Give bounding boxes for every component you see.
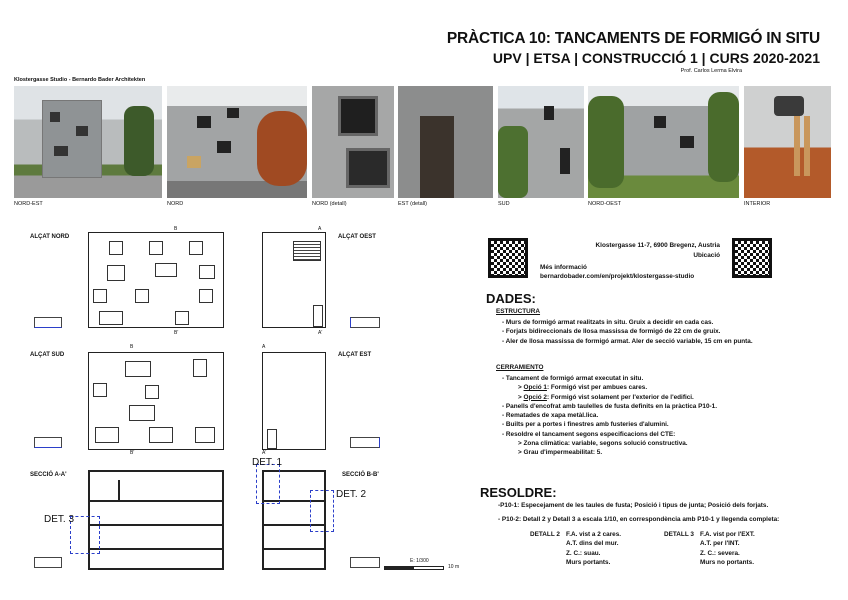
det1-box (256, 464, 280, 504)
scale-tag-oest (350, 317, 380, 328)
mark-b-top: B (174, 226, 178, 232)
cerramiento-item: - Tancament de formigó armat executat in situ. (502, 375, 644, 382)
caption-nord-detall: NORD (detall) (312, 201, 347, 207)
scale-tag-seccio-aa (34, 557, 62, 568)
detall3-item: Murs no portants. (700, 558, 754, 566)
drawing-alcat-oest (262, 232, 326, 328)
page-title: PRÀCTICA 10: TANCAMENTS DE FORMIGÓ IN SITU (446, 30, 820, 47)
label-seccio-bb: SECCIÓ B-B' (342, 472, 379, 478)
cerramiento-subitem: > Zona climàtica: variable, segons solució constructiva. (518, 439, 688, 447)
caption-nord-est: NORD-EST (14, 201, 43, 207)
cerramiento-subitem: > Grau d'impermeabilitat: 5. (518, 449, 603, 457)
detall2-list (566, 530, 621, 567)
mark-b-sud-top: B (130, 344, 134, 350)
mark-b-bottom: B' (174, 330, 179, 336)
det2-box (310, 490, 334, 532)
estructura-list (502, 318, 822, 346)
det3-box (70, 516, 100, 554)
opcio-1: > Opció 1: Formigó vist per ambues cares. (518, 384, 648, 392)
photo-est-detall (398, 86, 493, 198)
scale-label: E: 1/300 (410, 558, 429, 564)
detall2-item: Murs portants. (566, 558, 611, 566)
label-alcat-nord: ALÇAT NORD (30, 234, 70, 240)
more-info-label: Més informació (540, 264, 587, 271)
mark-a-est-bottom: A' (262, 450, 267, 456)
mark-b-sud-bottom: B' (130, 450, 135, 456)
mark-a-top: A (318, 226, 322, 232)
photo-interior (744, 86, 831, 198)
qr-more-info[interactable] (488, 238, 528, 278)
cerramiento-title: CERRAMIENTO (496, 364, 544, 371)
caption-sud: SUD (498, 201, 510, 207)
detall2-item: Z. C.: suau. (566, 549, 601, 557)
address: Klostergasse 11-7, 6900 Bregenz, Austria (595, 242, 720, 249)
estructura-title: ESTRUCTURA (496, 308, 541, 315)
estructura-item: - Forjats bidireccionals de llosa massissa de formigó de 22 cm de gruix. (502, 328, 721, 336)
page-subtitle: UPV | ETSA | CONSTRUCCIÓ 1 | CURS 2020-2021 (492, 50, 820, 66)
photo-nord (167, 86, 307, 198)
detall3-item: Z. C.: severa. (700, 549, 740, 557)
label-alcat-est: ALÇAT EST (338, 352, 372, 358)
cerramiento-item: - Rematades de xapa metàl.lica. (502, 412, 599, 420)
mark-a-bottom: A' (318, 330, 323, 336)
photo-nord-est (14, 86, 162, 198)
label-seccio-aa: SECCIÓ A-A' (30, 472, 67, 478)
resoldre-heading: RESOLDRE: (480, 485, 557, 500)
estructura-item: - Aler de llosa massissa de formigó armat. Aler de secció variable, 15 cm en punta. (502, 337, 753, 345)
detall2-item: A.T. dins del mur. (566, 540, 619, 548)
detall2-label: DETALL 2 (530, 531, 560, 538)
cerramiento-item: - Builts per a portes i finestres amb fusteries d'alumini. (502, 421, 669, 429)
detall3-item: A.T. per l'INT. (700, 540, 740, 548)
resoldre-p10-1: -P10-1: Especejament de les taules de fusta; Posició i tipus de junta; Posició dels forjats. (498, 502, 769, 509)
scale-bar (384, 566, 444, 570)
det1-label: DET. 1 (252, 457, 283, 468)
qr-location[interactable] (732, 238, 772, 278)
det3-label: DET. 3 (44, 514, 75, 525)
professor: Prof. Carlos Lerma Elvira (680, 68, 742, 74)
estructura-item: - Murs de formigó armat realitzats in situ. Gruix a decidir en cada cas. (502, 319, 714, 326)
photo-sud (498, 86, 584, 198)
detall3-list (700, 530, 755, 567)
detall2-item: F.A. vist a 2 cares. (566, 531, 622, 538)
scale-tag-sud (34, 437, 62, 448)
opcio-2: > Opció 2: Formigó vist solament per l'exterior de l'edifici. (518, 393, 694, 401)
caption-nord-oest: NORD-OEST (588, 201, 621, 207)
cerramiento-item: - Panells d'encofrat amb taulelles de fusta definits en la pràctica P10-1. (502, 402, 717, 410)
mark-a-est-top: A (262, 344, 266, 350)
detall3-item: F.A. vist por l'EXT. (700, 531, 755, 538)
photo-nord-oest (588, 86, 739, 198)
label-alcat-oest: ALÇAT OEST (338, 234, 376, 240)
drawing-alcat-sud (88, 352, 224, 450)
detall3-label: DETALL 3 (664, 531, 694, 538)
label-alcat-sud: ALÇAT SUD (30, 352, 65, 358)
resoldre-p10-2: - P10-2: Detall 2 y Detall 3 a escala 1/10, en correspondència amb P10-1 y llegenda completa: (498, 516, 780, 523)
scale-tag-est (350, 437, 380, 448)
det2-label: DET. 2 (336, 489, 367, 500)
drawing-alcat-nord (88, 232, 224, 328)
drawing-seccio-aa (88, 470, 224, 570)
scale-end: 10 m (448, 564, 460, 570)
project-url[interactable]: bernardobader.com/en/projekt/klostergasse-studio (540, 273, 695, 280)
location-label: Ubicació (693, 252, 720, 259)
drawing-alcat-est (262, 352, 326, 450)
dades-heading: DADES: (486, 291, 536, 306)
cerramiento-item: - Resoldre el tancament segons especificacions del CTE: (502, 430, 676, 438)
scale-tag-seccio-bb (350, 557, 380, 568)
studio-label: Klostergasse Studio - Bernardo Bader Architekten (14, 77, 146, 83)
scale-tag-nord (34, 317, 62, 328)
cerramiento-list (502, 374, 822, 458)
photo-nord-detall (312, 86, 394, 198)
caption-nord: NORD (167, 201, 184, 207)
caption-interior: INTERIOR (744, 201, 771, 207)
caption-est-detall: EST (detall) (398, 201, 427, 207)
